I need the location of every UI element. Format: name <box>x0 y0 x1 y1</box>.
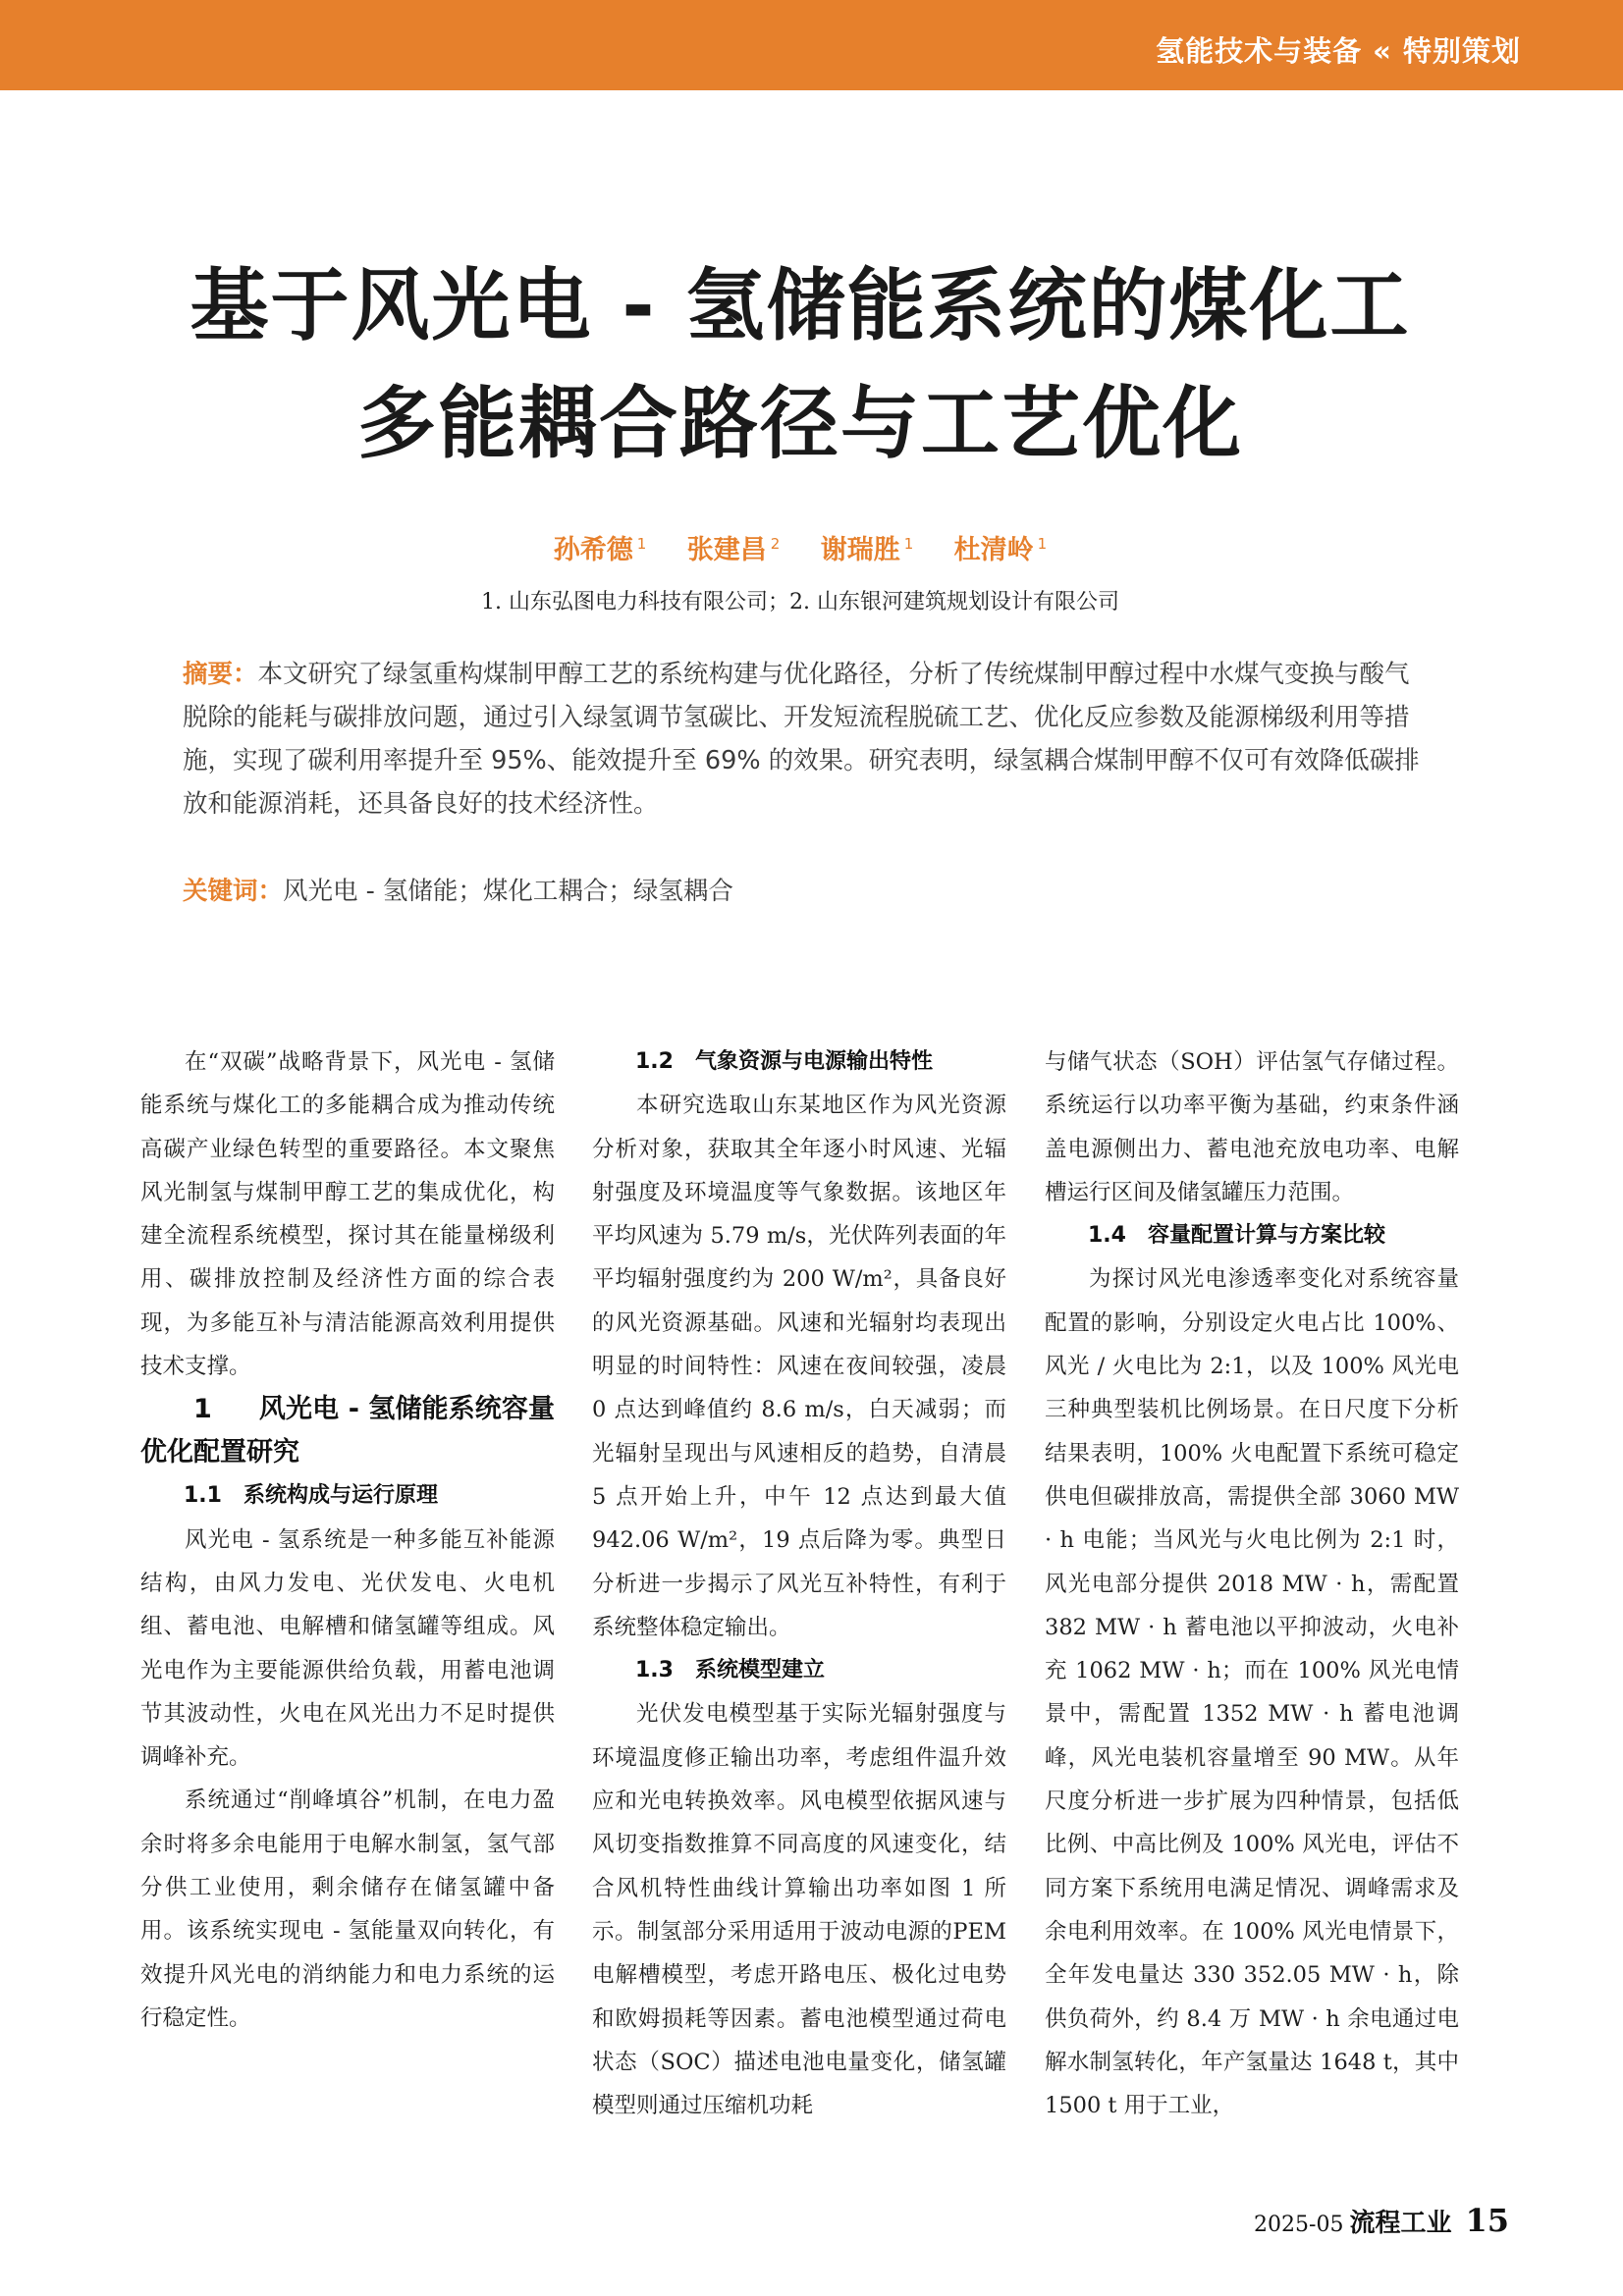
affiliation: 1. 山东弘图电力科技有限公司；2. 山东银河建筑规划设计有限公司 <box>481 590 1119 614</box>
keywords <box>183 870 1430 913</box>
section-1-4-heading: 1.4 容量配置计算与方案比较 <box>1088 1223 1385 1249</box>
abstract-label: 摘要： <box>183 660 258 689</box>
paragraph: 系统通过“削峰填谷”机制，在电力盈余时将多余电能用于电解水制氢，氢气部分供工业使用，剩余储存在储氢罐中备用。该系统实现电 - 氢能量双向转化，有效提升风光电的消纳能力和电力系统的运行稳定性。 <box>140 1788 555 2031</box>
section-label: 氢能技术与装备 « 特别策划 <box>1156 34 1521 68</box>
page-number: 15 <box>1465 2202 1509 2239</box>
author: 杜清岭 $^1$ <box>953 535 1048 565</box>
abstract-text: 本文研究了绿氢重构煤制甲醇工艺的系统构建与优化路径，分析了传统煤制甲醇过程中水煤气变换与酸气脱除的能耗与碳排放问题，通过引入绿氢调节氢碳比、开发短流程脱硫工艺、优化反应参数及能源梯级利用等措施，实现了碳利用率提升至 95%、能效提升至 69% 的效果。研究表明，绿氢耦合煤制甲醇不仅可有效降低碳排放和能源消耗，还具备良好的技术经济性。 <box>183 660 1420 819</box>
keywords-text: 风光电 - 氢储能；煤化工耦合；绿氢耦合 <box>283 877 733 906</box>
keywords-label: 关键词： <box>183 877 284 906</box>
title-line-1: 基于风光电 - 氢储能系统的煤化工 <box>189 260 1411 351</box>
intro-paragraph: 在“双碳”战略背景下，风光电 - 氢储能系统与煤化工的多能耦合成为推动传统高碳产业绿色转型的重要路径。本文聚焦风光制氢与煤制甲醇工艺的集成优化，构建全流程系统模型，探讨其在能量梯级利用、碳排放控制及经济性方面的综合表现，为多能互补与清洁能源高效利用提供技术支撑。 <box>140 1049 555 1380</box>
column-1 <box>140 1041 555 2040</box>
section-1-2-heading: 1.2 气象资源与电源输出特性 <box>635 1049 933 1074</box>
paragraph: 为探讨风光电渗透率变化对系统容量配置的影响，分别设定火电占比 100%、风光 / 火电比为 2:1，以及 100% 风光电三种典型装机比例场景。在日尺度下分析结果表明，100% 火电配置下系统可稳定供电但碳排放高，需提供全部 3060 MW · h 电能；当风光与火电比例为 2:1 时，风光电部分提供 2018 MW · h，需配置 382 MW · h 蓄电池以平抑波动，火电补充 1062 MW · h；而在 100% 风光电情景中，需配置 1352 MW · h 蓄电池调峰，风光电装机容量增至 90 MW。从年尺度分析进一步扩展为四种情景，包括低比例、中高比例及 100% 风光电，评估不同方案下系统用电满足情况、调峰需求及余电利用效率。在 100% 风光电情景下，全年发电量达 330 352.05 MW · h，除供负荷外，约 8.4 万 MW · h 余电通过电解水制氢转化，年产氢量达 1648 t，其中 1500 t 用于工业， <box>1045 1266 1459 2119</box>
column-2 <box>592 1041 1006 2127</box>
header-bar <box>0 0 1623 90</box>
abstract <box>183 653 1430 826</box>
column-3 <box>1045 1041 1459 2127</box>
journal-name: 流程工业 <box>1349 2209 1452 2238</box>
paragraph: 光伏发电模型基于实际光辐射强度与环境温度修正输出功率，考虑组件温升效应和光电转换效率。风电模型依据风速与风切变指数推算不同高度的风速变化，结合风机特性曲线计算输出功率如图 1 所示。制氢部分采用适用于波动电源的PEM电解槽模型，考虑开路电压、极化过电势和欧姆损耗等因素。蓄电池模型通过荷电状态（SOC）描述电池电量变化，储氢罐模型则通过压缩机功耗 <box>592 1701 1006 2119</box>
author-list <box>0 528 1600 566</box>
paragraph: 与储气状态（SOH）评估氢气存储过程。系统运行以功率平衡为基础，约束条件涵盖电源侧出力、蓄电池充放电功率、电解槽运行区间及储氢罐压力范围。 <box>1045 1049 1459 1205</box>
author: 孙希德 $^1$ <box>553 535 647 565</box>
article-title <box>59 247 1542 483</box>
author: 张建昌 $^2$ <box>686 535 781 565</box>
section-1-heading: 1 风光电 - 氢储能系统容量优化配置研究 <box>140 1394 555 1468</box>
title-line-2: 多能耦合路径与工艺优化 <box>357 378 1243 469</box>
paragraph: 风光电 - 氢系统是一种多能互补能源结构，由风力发电、光伏发电、火电机组、蓄电池、电解槽和储氢罐等组成。风光电作为主要能源供给负载，用蓄电池调节其波动性，火电在风光出力不足时提供调峰补充。 <box>140 1526 555 1771</box>
paragraph: 本研究选取山东某地区作为风光资源分析对象，获取其全年逐小时风速、光辐射强度及环境温度等气象数据。该地区年平均风速为 5.79 m/s，光伏阵列表面的年平均辐射强度约为 200 W/m²，具备良好的风光资源基础。风速和光辐射均表现出明显的时间特性：风速在夜间较强，凌晨 0 点达到峰值约 8.6 m/s，白天减弱；而光辐射呈现出与风速相反的趋势，自清晨 5 点开始上升，中午 12 点达到最大值 942.06 W/m²，19 点后降为零。典型日分析进一步揭示了风光互补特性，有利于系统整体稳定输出。 <box>592 1093 1006 1640</box>
section-1-3-heading: 1.3 系统模型建立 <box>635 1658 825 1683</box>
issue-number: 2025-05 <box>1254 2213 1344 2237</box>
section-1-1-heading: 1.1 系统构成与运行原理 <box>184 1483 438 1509</box>
page-footer <box>1254 2202 1509 2239</box>
author: 谢瑞胜 $^1$ <box>820 535 914 565</box>
